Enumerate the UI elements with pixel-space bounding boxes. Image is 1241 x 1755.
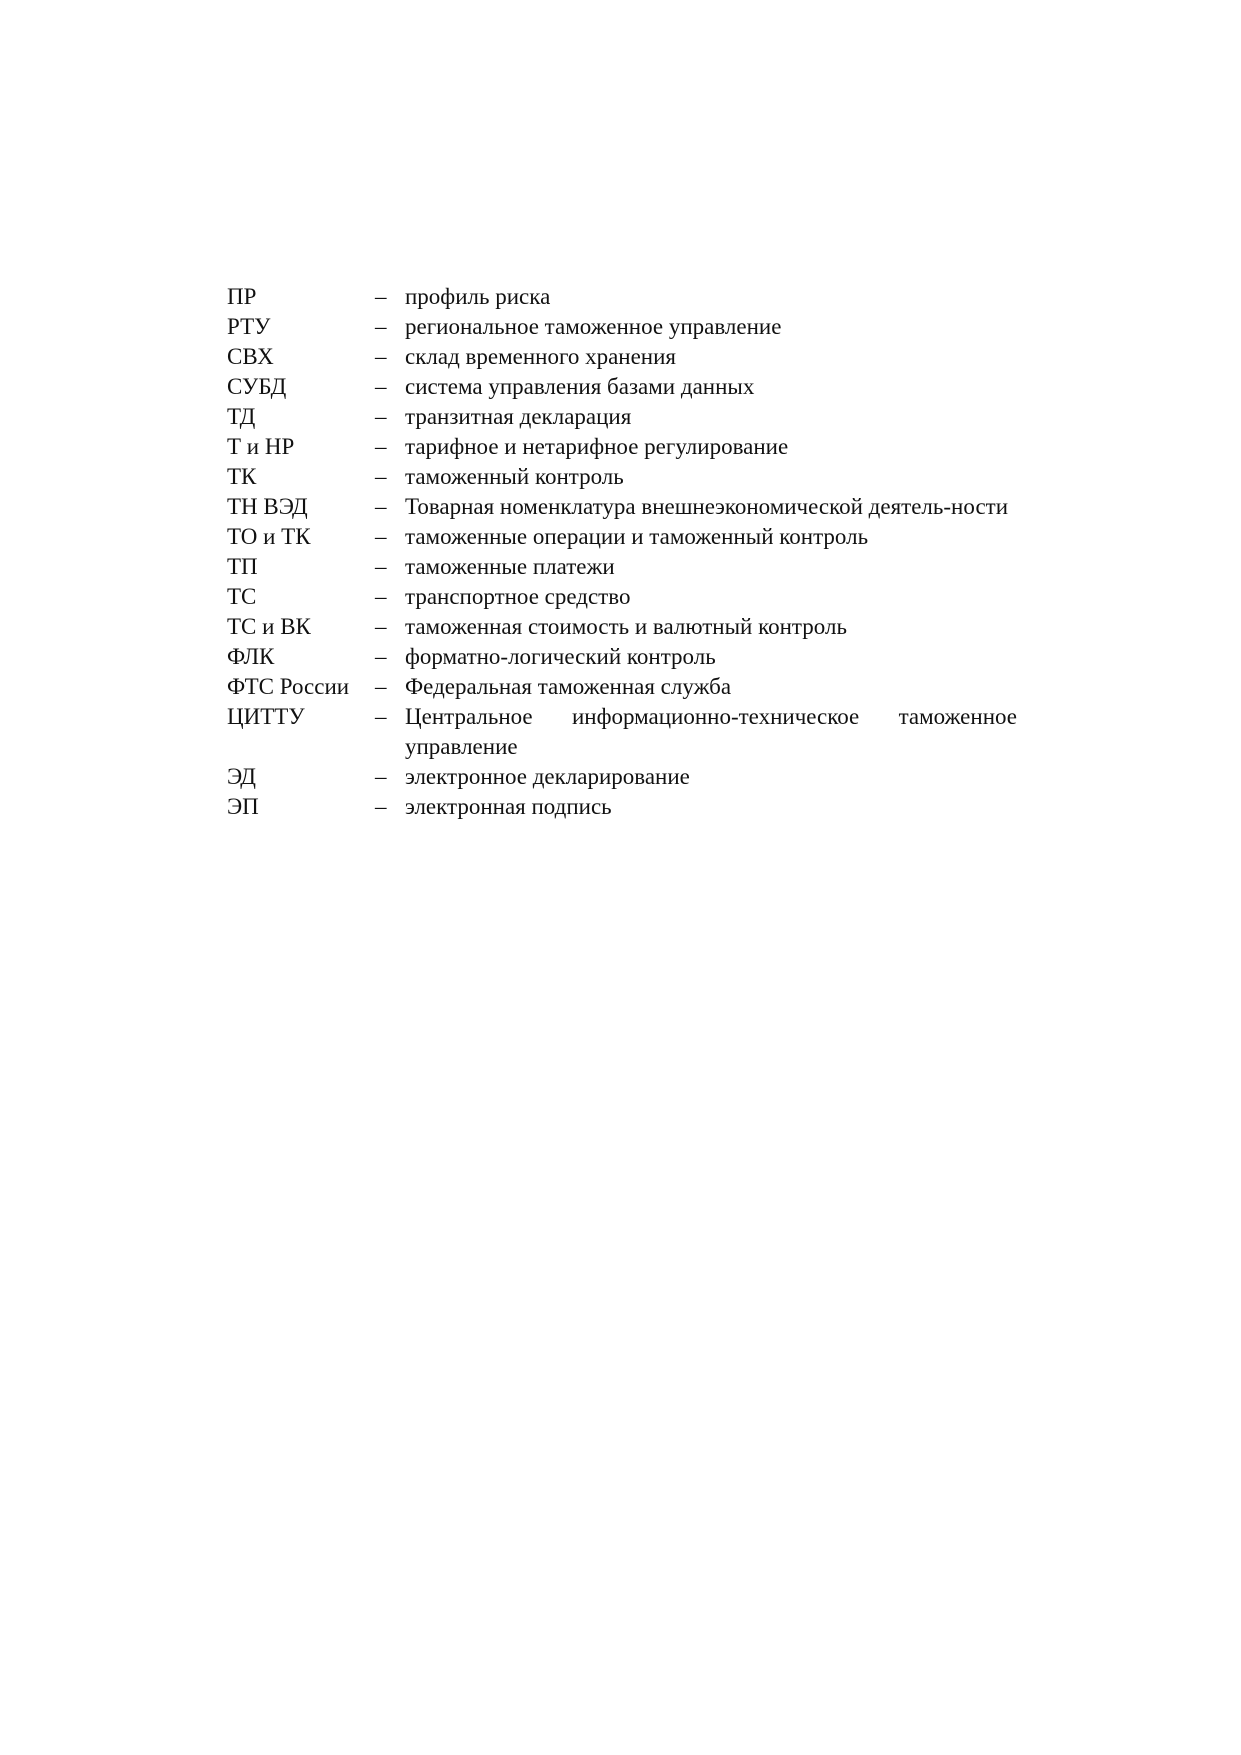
abbreviation-row: [227, 762, 1017, 792]
abbreviation-row: [227, 582, 1017, 612]
abbreviation-term: ФТС России: [227, 674, 350, 699]
abbreviation-dash: –: [375, 614, 387, 639]
abbreviation-row: [227, 312, 1017, 342]
abbreviation-term: ПР: [227, 284, 257, 309]
abbreviation-definition: форматно-логический контроль: [405, 644, 716, 669]
abbreviation-dash: –: [375, 554, 387, 579]
abbreviation-dash: –: [375, 494, 387, 519]
abbreviation-definition: транспортное средство: [405, 584, 631, 609]
abbreviation-dash: –: [375, 404, 387, 429]
abbreviation-definition: таможенные платежи: [405, 554, 615, 579]
abbreviation-dash: –: [375, 794, 387, 819]
abbreviation-term: СВХ: [227, 344, 274, 369]
abbreviation-dash: –: [375, 644, 387, 669]
abbreviation-term: ТК: [227, 464, 257, 489]
abbreviation-dash: –: [375, 464, 387, 489]
abbreviation-term: ТД: [227, 404, 256, 429]
abbreviation-definition: таможенные операции и таможенный контроль: [405, 524, 869, 549]
abbreviation-term: ФЛК: [227, 644, 275, 669]
abbreviation-dash: –: [375, 344, 387, 369]
abbreviation-row: [227, 792, 1017, 822]
abbreviation-row: [227, 282, 1017, 312]
abbreviation-row: [227, 402, 1017, 432]
abbreviation-term: ТС и ВК: [227, 614, 311, 639]
abbreviation-definition: склад временного хранения: [405, 344, 677, 369]
abbreviation-dash: –: [375, 674, 387, 699]
abbreviation-row: [227, 642, 1017, 672]
abbreviation-definition: профиль риска: [405, 284, 551, 309]
abbreviation-row: [227, 672, 1017, 702]
abbreviation-term: ЭД: [227, 764, 256, 789]
abbreviation-term: ТП: [227, 554, 258, 579]
abbreviation-definition: Федеральная таможенная служба: [405, 674, 732, 699]
abbreviation-dash: –: [375, 704, 387, 729]
abbreviation-row: [227, 342, 1017, 372]
abbreviation-row: [227, 372, 1017, 402]
abbreviation-dash: –: [375, 314, 387, 339]
abbreviation-term: СУБД: [227, 374, 287, 399]
abbreviation-dash: –: [375, 284, 387, 309]
abbreviation-definition: Центральное информационно-техническое таможенное управление: [405, 704, 1017, 759]
abbreviation-term: ЦИТТУ: [227, 704, 305, 729]
abbreviation-definition: региональное таможенное управление: [405, 314, 782, 339]
abbreviation-row: [227, 462, 1017, 492]
abbreviation-term: Т и НР: [227, 434, 295, 459]
abbreviation-dash: –: [375, 584, 387, 609]
abbreviation-dash: –: [375, 764, 387, 789]
abbreviation-row: [227, 522, 1017, 552]
abbreviation-term: ТО и ТК: [227, 524, 311, 549]
abbreviation-term: РТУ: [227, 314, 271, 339]
abbreviation-term: ТС: [227, 584, 257, 609]
abbreviation-definition: таможенная стоимость и валютный контроль: [405, 614, 847, 639]
abbreviation-definition: тарифное и нетарифное регулирование: [405, 434, 789, 459]
abbreviation-definition: Товарная номенклатура внешнеэкономической деятель-ности: [405, 494, 1009, 519]
abbreviation-row: [227, 702, 1017, 762]
abbreviation-definition: система управления базами данных: [405, 374, 755, 399]
abbreviation-list: [227, 282, 1017, 822]
abbreviation-definition: таможенный контроль: [405, 464, 624, 489]
abbreviation-term: ТН ВЭД: [227, 494, 308, 519]
abbreviation-definition: транзитная декларация: [405, 404, 632, 429]
abbreviation-row: [227, 432, 1017, 462]
abbreviation-dash: –: [375, 524, 387, 549]
abbreviation-row: [227, 552, 1017, 582]
abbreviation-row: [227, 492, 1017, 522]
abbreviation-dash: –: [375, 434, 387, 459]
abbreviation-dash: –: [375, 374, 387, 399]
abbreviation-definition: электронное декларирование: [405, 764, 690, 789]
abbreviation-term: ЭП: [227, 794, 259, 819]
abbreviation-row: [227, 612, 1017, 642]
abbreviation-definition: электронная подпись: [405, 794, 612, 819]
